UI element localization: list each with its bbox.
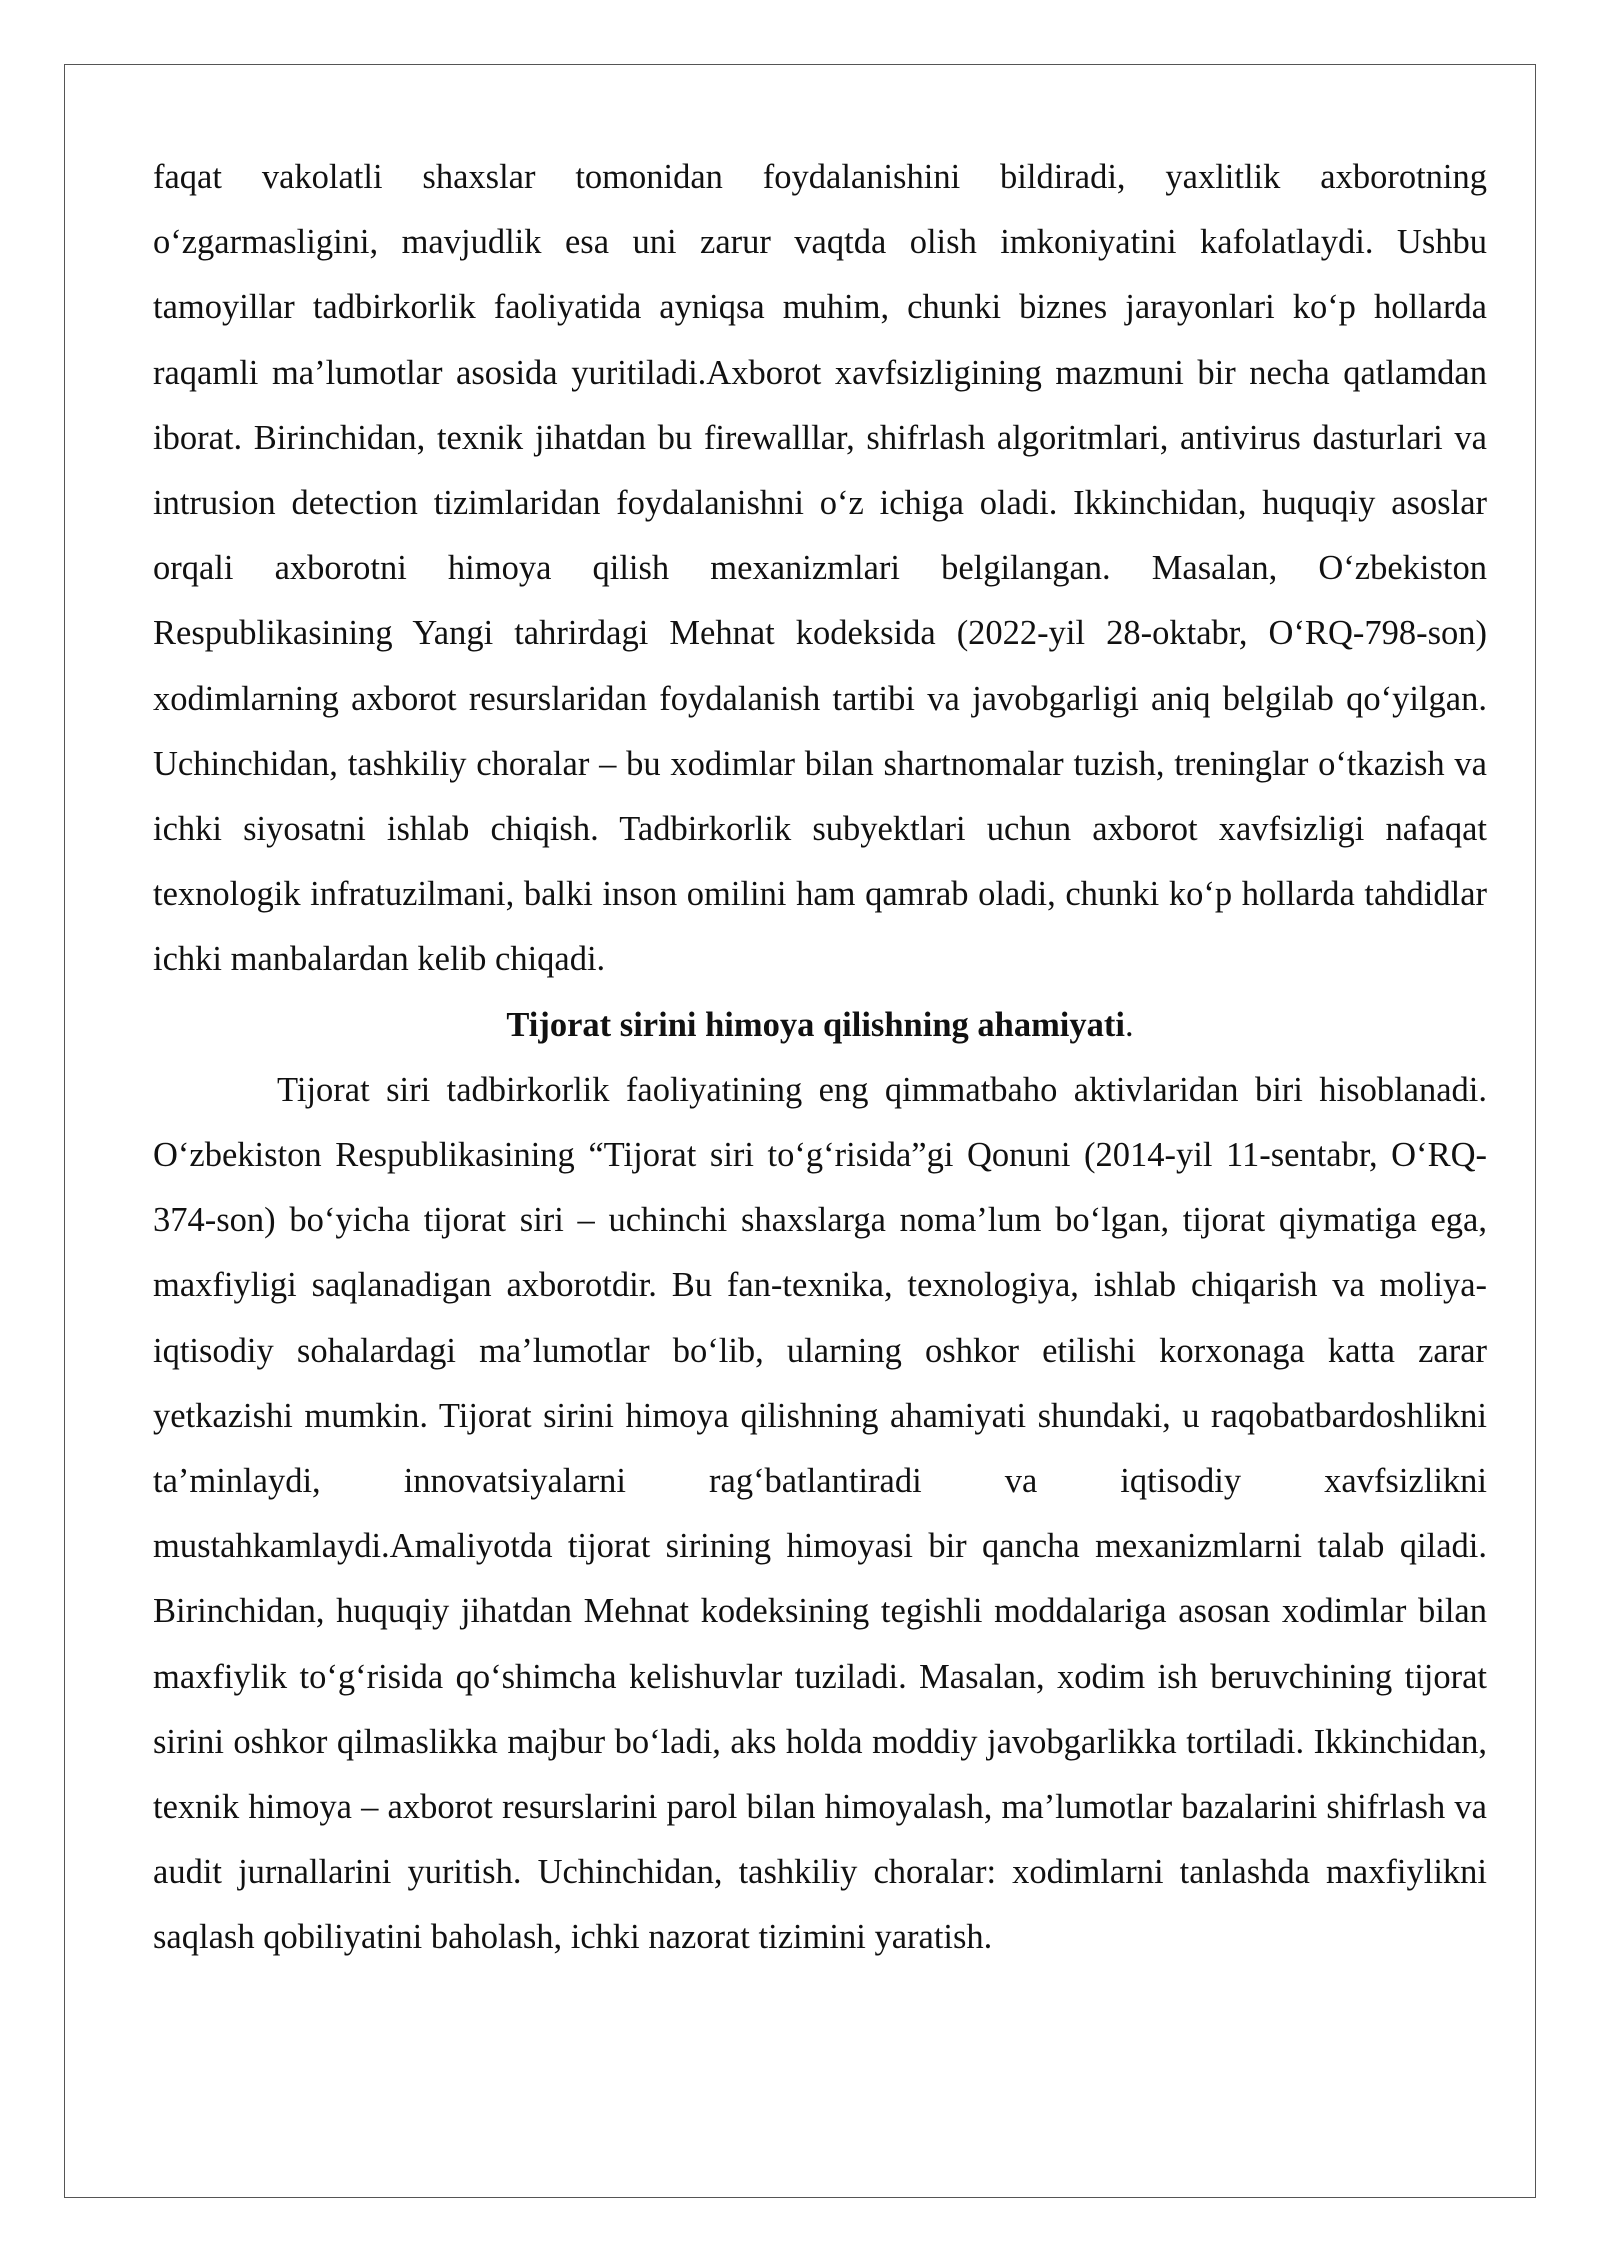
document-body xyxy=(153,145,1487,1971)
body-paragraph-1: faqat vakolatli shaxslar tomonidan foydalanishini bildiradi, yaxlitlik axborotning o‘zgarmasligini, mavjudlik esa uni zarur vaqtda olish imkoniyatini kafolatlaydi. Ushbu tamoyillar tadbirkorlik faoliyatida ayniqsa muhim, chunki biznes jarayonlari ko‘p hollarda raqamli ma’lumotlar asosida yuritiladi.Axborot xavfsizligining mazmuni bir necha qatlamdan iborat. Birinchidan, texnik jihatdan bu firewalllar, shifrlash algoritmlari, antivirus dasturlari va intrusion detection tizimlaridan foydalanishni o‘z ichiga oladi. Ikkinchidan, huquqiy asoslar orqali axborotni himoya qilish mexanizmlari belgilangan. Masalan, O‘zbekiston Respublikasining Yangi tahrirdagi Mehnat kodeksida (2022-yil 28-oktabr, O‘RQ-798-son) xodimlarning axborot resurslaridan foydalanish tartibi va javobgarligi aniq belgilab qo‘yilgan. Uchinchidan, tashkiliy choralar – bu xodimlar bilan shartnomalar tuzish, treninglar o‘tkazish va ichki siyosatni ishlab chiqish. Tadbirkorlik subyektlari uchun axborot xavfsizligi nafaqat texnologik infratuzilmani, balki inson omilini ham qamrab oladi, chunki ko‘p hollarda tahdidlar ichki manbalardan kelib chiqadi. xyxy=(153,158,1487,979)
section-heading-text: Tijorat sirini himoya qilishning ahamiyati xyxy=(506,1005,1125,1044)
section-heading xyxy=(153,993,1487,1058)
section-heading-period: . xyxy=(1124,1005,1134,1044)
body-paragraph-2: Tijorat siri tadbirkorlik faoliyatining eng qimmatbaho aktivlaridan biri hisoblanadi. O‘zbekiston Respublikasining “Tijorat siri to‘g‘risida”gi Qonuni (2014-yil 11-sentabr, O‘RQ-374-son) bo‘yicha tijorat siri – uchinchi shaxslarga noma’lum bo‘lgan, tijorat qiymatiga ega, maxfiyligi saqlanadigan axborotdir. Bu fan-texnika, texnologiya, ishlab chiqarish va moliya-iqtisodiy sohalardagi ma’lumotlar bo‘lib, ularning oshkor etilishi korxonaga katta zarar yetkazishi mumkin. Tijorat sirini himoya qilishning ahamiyati shundaki, u raqobatbardoshlikni ta’minlaydi, innovatsiyalarni rag‘batlantiradi va iqtisodiy xavfsizlikni mustahkamlaydi.Amaliyotda tijorat sirining himoyasi bir qancha mexanizmlarni talab qiladi. Birinchidan, huquqiy jihatdan Mehnat kodeksining tegishli moddalariga asosan xodimlar bilan maxfiylik to‘g‘risida qo‘shimcha kelishuvlar tuziladi. Masalan, xodim ish beruvchining tijorat sirini oshkor qilmaslikka majbur bo‘ladi, aks holda moddiy javobgarlikka tortiladi. Ikkinchidan, texnik himoya – axborot resurslarini parol bilan himoyalash, ma’lumotlar bazalarini shifrlash va audit jurnallarini yuritish. Uchinchidan, tashkiliy choralar: xodimlarni tanlashda maxfiylikni saqlash qobiliyatini baholash, ichki nazorat tizimini yaratish. xyxy=(153,1070,1487,1957)
